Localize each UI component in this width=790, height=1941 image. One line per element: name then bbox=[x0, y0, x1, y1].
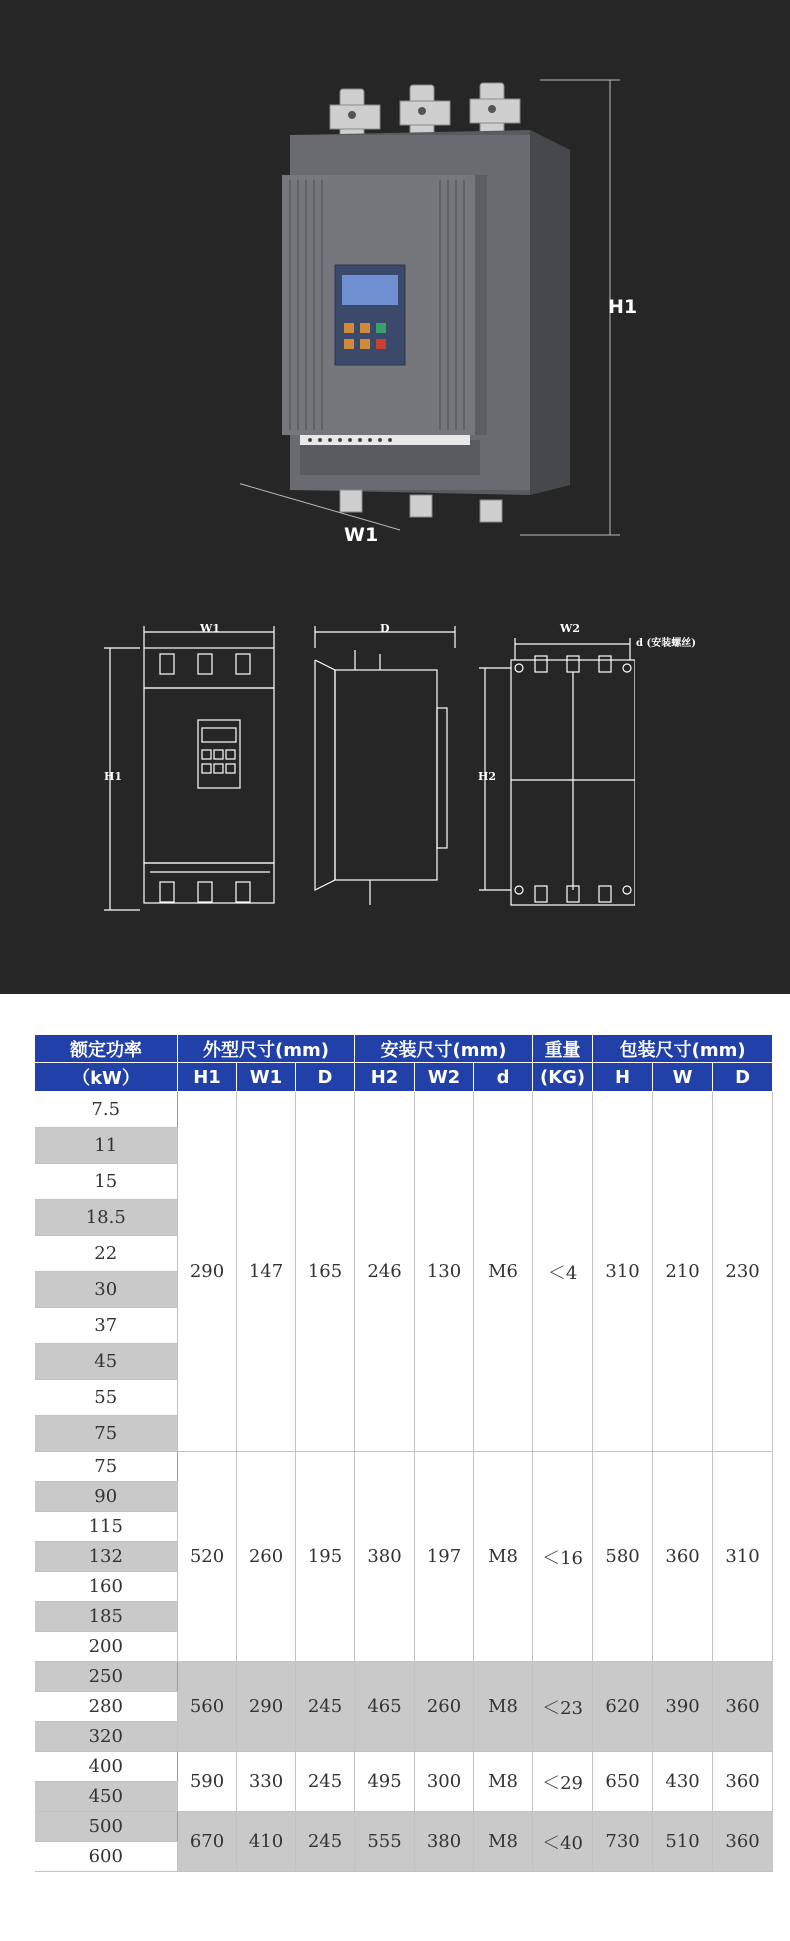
spec-value-cell: 650 bbox=[593, 1752, 653, 1812]
power-cell: 450 bbox=[35, 1782, 178, 1812]
spec-table bbox=[34, 1034, 773, 1872]
table-row bbox=[35, 1092, 773, 1128]
spec-value-cell: 230 bbox=[713, 1092, 773, 1452]
header-screw-d: d bbox=[474, 1063, 533, 1092]
spec-value-cell: 130 bbox=[415, 1092, 474, 1452]
spec-value-cell: 245 bbox=[296, 1662, 355, 1752]
soft-starter-photo bbox=[240, 75, 650, 555]
mount-h2-label: H2 bbox=[478, 770, 497, 783]
header-pack-w: W bbox=[653, 1063, 713, 1092]
power-cell: 11 bbox=[35, 1128, 178, 1164]
spec-value-cell: 310 bbox=[593, 1092, 653, 1452]
spec-value-cell: M8 bbox=[474, 1752, 533, 1812]
spec-value-cell: 390 bbox=[653, 1662, 713, 1752]
table-row bbox=[35, 1812, 773, 1842]
spec-value-cell: M8 bbox=[474, 1812, 533, 1872]
spec-value-cell: 495 bbox=[355, 1752, 415, 1812]
spec-value-cell: 380 bbox=[355, 1452, 415, 1662]
front-h1-label: H1 bbox=[104, 770, 123, 783]
spec-value-cell: 730 bbox=[593, 1812, 653, 1872]
header-d: D bbox=[296, 1063, 355, 1092]
spec-value-cell: 260 bbox=[237, 1452, 296, 1662]
power-cell: 160 bbox=[35, 1572, 178, 1602]
spec-value-cell: 380 bbox=[415, 1812, 474, 1872]
table-row bbox=[35, 1752, 773, 1782]
spec-value-cell: ＜40 bbox=[533, 1812, 593, 1872]
table-row bbox=[35, 1662, 773, 1692]
power-cell: 45 bbox=[35, 1344, 178, 1380]
power-cell: 15 bbox=[35, 1164, 178, 1200]
header-power-unit: （kW） bbox=[35, 1063, 178, 1092]
spec-value-cell: 360 bbox=[713, 1662, 773, 1752]
spec-value-cell: 197 bbox=[415, 1452, 474, 1662]
spec-value-cell: 590 bbox=[178, 1752, 237, 1812]
mount-d-note: d (安装螺丝) bbox=[636, 638, 696, 649]
power-cell: 18.5 bbox=[35, 1200, 178, 1236]
spec-value-cell: 290 bbox=[237, 1662, 296, 1752]
spec-value-cell: M6 bbox=[474, 1092, 533, 1452]
header-pack-d: D bbox=[713, 1063, 773, 1092]
header-power: 额定功率 bbox=[35, 1035, 178, 1063]
power-cell: 7.5 bbox=[35, 1092, 178, 1128]
header-weight: 重量 bbox=[533, 1035, 593, 1063]
spec-value-cell: ＜23 bbox=[533, 1662, 593, 1752]
spec-value-cell: 430 bbox=[653, 1752, 713, 1812]
h1-dimension-label: H1 bbox=[608, 296, 638, 318]
header-w1: W1 bbox=[237, 1063, 296, 1092]
spec-value-cell: 330 bbox=[237, 1752, 296, 1812]
spec-value-cell: ＜4 bbox=[533, 1092, 593, 1452]
spec-value-cell: M8 bbox=[474, 1452, 533, 1662]
spec-value-cell: 245 bbox=[296, 1812, 355, 1872]
spec-value-cell: 147 bbox=[237, 1092, 296, 1452]
power-cell: 600 bbox=[35, 1842, 178, 1872]
spec-value-cell: 210 bbox=[653, 1092, 713, 1452]
power-cell: 75 bbox=[35, 1416, 178, 1452]
header-install-size: 安装尺寸(mm) bbox=[355, 1035, 533, 1063]
front-w1-label: W1 bbox=[200, 622, 221, 635]
header-w2: W2 bbox=[415, 1063, 474, 1092]
table-row bbox=[35, 1452, 773, 1482]
header-h2: H2 bbox=[355, 1063, 415, 1092]
header-pack-size: 包装尺寸(mm) bbox=[593, 1035, 773, 1063]
header-weight-unit: (KG) bbox=[533, 1063, 593, 1092]
spec-value-cell: 670 bbox=[178, 1812, 237, 1872]
spec-value-cell: 245 bbox=[296, 1752, 355, 1812]
front-view-drawing bbox=[100, 620, 300, 920]
spec-value-cell: 580 bbox=[593, 1452, 653, 1662]
spec-value-cell: 520 bbox=[178, 1452, 237, 1662]
power-cell: 37 bbox=[35, 1308, 178, 1344]
spec-value-cell: 165 bbox=[296, 1092, 355, 1452]
power-cell: 75 bbox=[35, 1452, 178, 1482]
spec-value-cell: ＜16 bbox=[533, 1452, 593, 1662]
w1-dimension-label: W1 bbox=[344, 524, 379, 546]
header-h1: H1 bbox=[178, 1063, 237, 1092]
power-cell: 250 bbox=[35, 1662, 178, 1692]
spec-value-cell: 410 bbox=[237, 1812, 296, 1872]
spec-value-cell: 290 bbox=[178, 1092, 237, 1452]
power-cell: 132 bbox=[35, 1542, 178, 1572]
spec-value-cell: 465 bbox=[355, 1662, 415, 1752]
mount-w2-label: W2 bbox=[560, 622, 581, 635]
spec-value-cell: 510 bbox=[653, 1812, 713, 1872]
mounting-view-drawing bbox=[475, 620, 635, 920]
spec-value-cell: 560 bbox=[178, 1662, 237, 1752]
power-cell: 30 bbox=[35, 1272, 178, 1308]
power-cell: 115 bbox=[35, 1512, 178, 1542]
spec-value-cell: 195 bbox=[296, 1452, 355, 1662]
header-pack-h: H bbox=[593, 1063, 653, 1092]
spec-value-cell: 246 bbox=[355, 1092, 415, 1452]
power-cell: 200 bbox=[35, 1632, 178, 1662]
power-cell: 320 bbox=[35, 1722, 178, 1752]
spec-value-cell: 360 bbox=[653, 1452, 713, 1662]
spec-value-cell: 310 bbox=[713, 1452, 773, 1662]
header-outer-size: 外型尺寸(mm) bbox=[178, 1035, 355, 1063]
side-view-drawing bbox=[305, 620, 465, 920]
spec-value-cell: ＜29 bbox=[533, 1752, 593, 1812]
spec-value-cell: 360 bbox=[713, 1812, 773, 1872]
power-cell: 22 bbox=[35, 1236, 178, 1272]
power-cell: 280 bbox=[35, 1692, 178, 1722]
power-cell: 55 bbox=[35, 1380, 178, 1416]
spec-value-cell: 620 bbox=[593, 1662, 653, 1752]
spec-value-cell: 555 bbox=[355, 1812, 415, 1872]
spec-value-cell: 300 bbox=[415, 1752, 474, 1812]
spec-value-cell: 360 bbox=[713, 1752, 773, 1812]
spec-value-cell: 260 bbox=[415, 1662, 474, 1752]
power-cell: 185 bbox=[35, 1602, 178, 1632]
spec-value-cell: M8 bbox=[474, 1662, 533, 1752]
side-d-label: D bbox=[380, 622, 390, 635]
power-cell: 500 bbox=[35, 1812, 178, 1842]
power-cell: 90 bbox=[35, 1482, 178, 1512]
spec-table-body bbox=[35, 1092, 773, 1872]
power-cell: 400 bbox=[35, 1752, 178, 1782]
